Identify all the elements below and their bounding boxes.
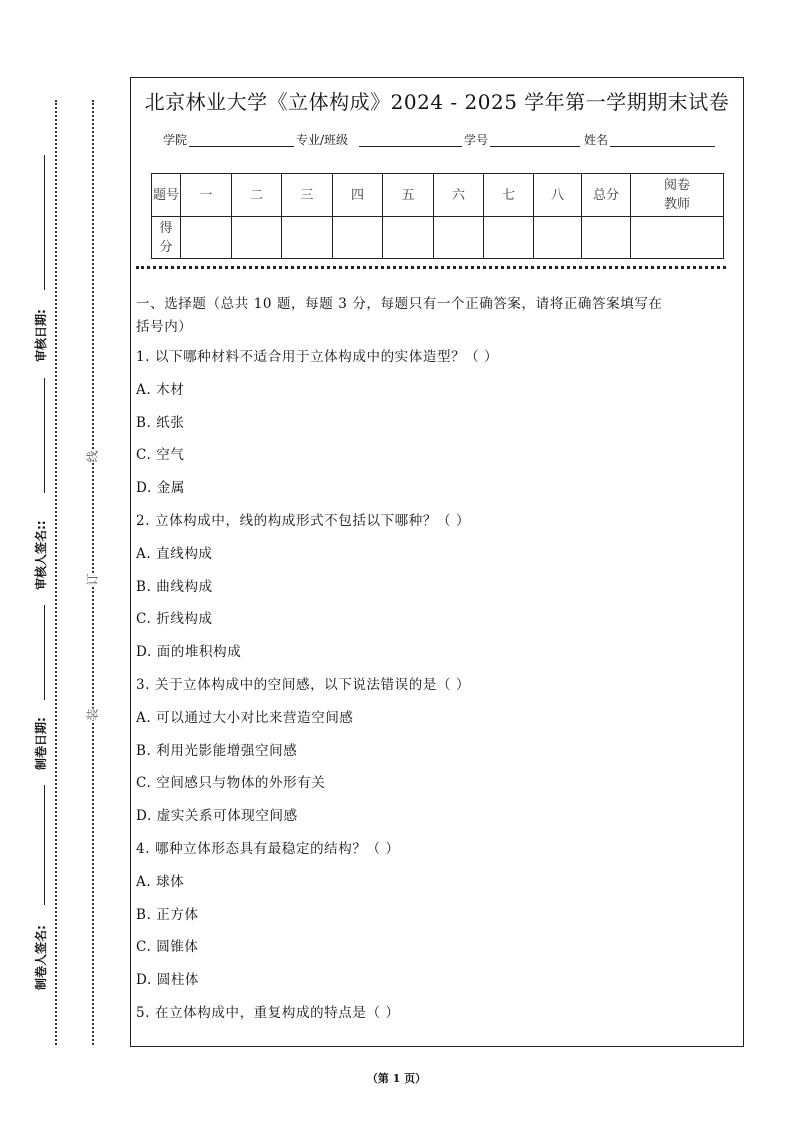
review-date-line <box>44 155 45 290</box>
make-date-label: 制卷日期: <box>34 717 48 770</box>
score-cell[interactable] <box>282 217 333 259</box>
college-label: 学院 <box>163 133 188 147</box>
header-cell: 七 <box>484 174 534 217</box>
question-text: 5. 在立体构成中，重复构成的特点是（ ） <box>136 1005 400 1021</box>
header-cell: 五 <box>383 174 434 217</box>
score-row-label: 得分 <box>152 217 181 259</box>
question-text: 1. 以下哪种材料不适合用于立体构成中的实体造型？（ ） <box>136 349 499 365</box>
reviewer-signature-line <box>44 378 45 493</box>
student-id-field[interactable] <box>490 146 580 147</box>
score-cell[interactable] <box>434 217 484 259</box>
header-cell: 八 <box>534 174 582 217</box>
exam-title: 北京林业大学《立体构成》2024 - 2025 学年第一学期期末试卷 <box>144 90 730 114</box>
answer-option: A. 木材 <box>136 381 185 398</box>
answer-option: A. 可以通过大小对比来营造空间感 <box>136 709 354 726</box>
score-cell[interactable] <box>484 217 534 259</box>
answer-option: A. 直线构成 <box>136 545 213 562</box>
major-class-field[interactable] <box>359 146 462 147</box>
answer-option: C. 空气 <box>136 447 185 464</box>
student-id-label: 学号 <box>464 133 489 147</box>
answer-option: B. 正方体 <box>136 906 199 923</box>
score-table-header-row <box>152 174 724 217</box>
section-heading-cont: 括号内） <box>136 319 193 335</box>
answer-option: D. 金属 <box>136 480 185 497</box>
score-cell[interactable] <box>534 217 582 259</box>
answer-option: A. 球体 <box>136 873 185 890</box>
college-field[interactable] <box>189 146 294 147</box>
binding-mark-bind: 装 <box>85 708 100 721</box>
score-table-score-row <box>152 217 724 259</box>
answer-option: B. 纸张 <box>136 414 185 431</box>
review-date-label: 审核日期: <box>34 309 48 362</box>
header-cell: 阅卷教师 <box>631 174 724 217</box>
answer-option: C. 圆锥体 <box>136 939 199 956</box>
header-cell: 一 <box>181 174 232 217</box>
header-cell: 二 <box>232 174 282 217</box>
question-text: 3. 关于立体构成中的空间感，以下说法错误的是（ ） <box>136 677 471 693</box>
question-text: 4. 哪种立体形态具有最稳定的结构？（ ） <box>136 841 400 857</box>
maker-signature-line <box>44 785 45 905</box>
separator-dotted-line <box>136 266 726 269</box>
header-cell: 四 <box>333 174 383 217</box>
name-field[interactable] <box>610 146 715 147</box>
answer-option: B. 曲线构成 <box>136 578 213 595</box>
binding-dotted-line-outer <box>55 100 57 1045</box>
header-cell: 六 <box>434 174 484 217</box>
answer-option: B. 利用光影能增强空间感 <box>136 742 298 759</box>
score-cell[interactable] <box>232 217 282 259</box>
answer-option: C. 空间感只与物体的外形有关 <box>136 775 326 792</box>
answer-option: D. 圆柱体 <box>136 972 200 989</box>
score-table <box>151 173 724 259</box>
maker-signature-label: 制卷人签名: <box>34 925 48 990</box>
binding-mark-line: 线 <box>85 450 100 463</box>
major-class-label: 专业/班级 <box>296 133 349 147</box>
score-cell[interactable] <box>333 217 383 259</box>
header-cell: 题号 <box>152 174 181 217</box>
header-cell: 总分 <box>582 174 631 217</box>
question-text: 2. 立体构成中，线的构成形式不包括以下哪种？（ ） <box>136 513 471 529</box>
page-number: （第 1 页） <box>366 1072 427 1085</box>
header-cell: 三 <box>282 174 333 217</box>
section-heading: 一、选择题（总共 10 题，每题 3 分，每题只有一个正确答案，请将正确答案填写在 <box>136 296 663 312</box>
score-cell[interactable] <box>582 217 631 259</box>
score-cell[interactable] <box>383 217 434 259</box>
score-cell[interactable] <box>181 217 232 259</box>
name-label: 姓名 <box>584 133 609 147</box>
score-cell[interactable] <box>631 217 724 259</box>
answer-option: D. 面的堆积构成 <box>136 644 242 661</box>
answer-option: C. 折线构成 <box>136 611 213 628</box>
binding-mark-staple: 订 <box>85 573 100 586</box>
reviewer-signature-label: 审核人签名:: <box>34 520 48 590</box>
make-date-line <box>44 605 45 700</box>
answer-option: D. 虚实关系可体现空间感 <box>136 808 298 825</box>
